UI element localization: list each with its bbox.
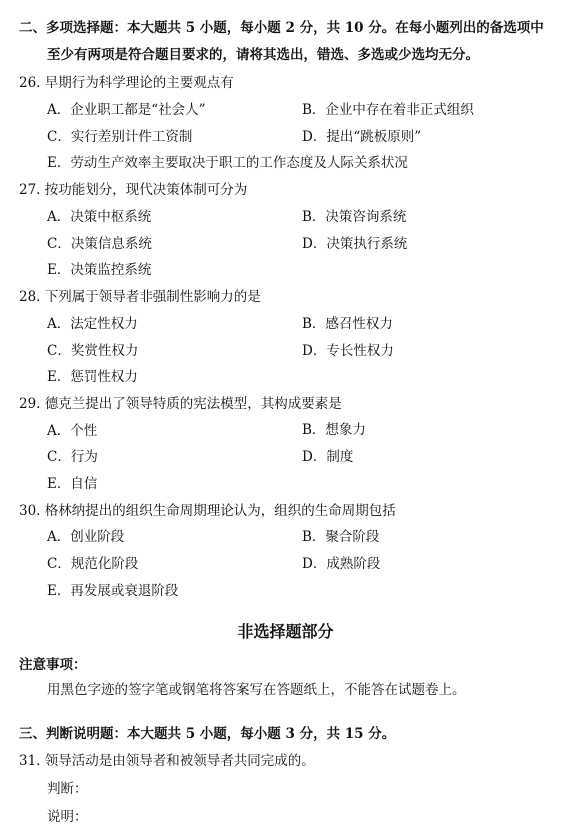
q27-option-a: A．决策中枢系统	[47, 209, 152, 225]
q29-option-b: B．想象力	[302, 422, 366, 438]
notice-label: 注意事项：	[19, 657, 87, 673]
q28-option-d: D．专长性权力	[302, 343, 394, 359]
question-stem: 早期行为科学理论的主要观点有	[44, 75, 234, 91]
question-number: 27.	[19, 182, 41, 198]
section2-header-line2: 至少有两项是符合题目要求的，请将其选出，错选、多选或少选均无分。	[47, 47, 479, 63]
question-30	[19, 502, 396, 520]
q29-option-a: A．个性	[47, 423, 98, 439]
section2-header: 二、多项选择题：本大题共 5 小题，每小题 2 分，共 10 分。在每小题列出的备选项中	[19, 20, 544, 36]
section3-header: 三、判断说明题：本大题共 5 小题，每小题 3 分，共 15 分。	[19, 726, 396, 742]
q26-option-e: E．劳动生产效率主要取决于职工的工作态度及人际关系状况	[47, 155, 408, 171]
question-31	[19, 752, 315, 770]
question-27	[19, 181, 247, 199]
q28-option-e: E．惩罚性权力	[47, 369, 138, 385]
q28-option-c: C．奖赏性权力	[47, 343, 139, 359]
question-number: 31.	[19, 753, 41, 769]
q28-option-b: B．感召性权力	[302, 316, 393, 332]
q30-option-e: E．再发展或衰退阶段	[47, 583, 179, 599]
question-stem: 按功能划分，现代决策体制可分为	[44, 182, 248, 198]
q29-option-c: C．行为	[47, 449, 98, 465]
q27-option-c: C．决策信息系统	[47, 236, 152, 252]
q30-option-b: B．聚合阶段	[302, 529, 380, 545]
q27-option-e: E．决策监控系统	[47, 262, 152, 278]
q26-option-d: D．提出“跳板原则”	[302, 129, 422, 145]
question-stem: 领导活动是由领导者和被领导者共同完成的。	[44, 753, 315, 769]
q29-option-d: D．制度	[302, 449, 354, 465]
q26-option-b: B．企业中存在着非正式组织	[302, 102, 474, 118]
question-stem: 下列属于领导者非强制性影响力的是	[44, 289, 261, 305]
question-stem: 格林纳提出的组织生命周期理论认为，组织的生命周期包括	[44, 503, 396, 519]
q30-option-d: D．成熟阶段	[302, 556, 381, 572]
question-number: 30.	[19, 503, 41, 519]
q27-option-d: D．决策执行系统	[302, 236, 408, 252]
question-stem: 德克兰提出了领导特质的宪法模型，其构成要素是	[44, 396, 342, 412]
q26-option-a: A．企业职工都是“社会人”	[47, 102, 206, 118]
nonchoice-title: 非选择题部分	[237, 622, 334, 641]
q28-option-a: A．法定性权力	[47, 316, 138, 332]
explain-label: 说明：	[47, 809, 88, 825]
q26-option-c: C．实行差别计件工资制	[47, 129, 193, 145]
question-number: 28.	[19, 289, 41, 305]
q30-option-c: C．规范化阶段	[47, 556, 139, 572]
notice-text: 用黑色字迹的签字笔或钢笔将答案写在答题纸上，不能答在试题卷上。	[47, 682, 466, 698]
question-number: 26.	[19, 75, 41, 91]
question-29	[19, 395, 342, 413]
q29-option-e: E．自信	[47, 476, 98, 492]
question-number: 29.	[19, 396, 41, 412]
question-26	[19, 74, 234, 92]
question-28	[19, 288, 261, 306]
judge-label: 判断：	[47, 781, 88, 797]
q30-option-a: A．创业阶段	[47, 529, 125, 545]
q27-option-b: B．决策咨询系统	[302, 209, 407, 225]
